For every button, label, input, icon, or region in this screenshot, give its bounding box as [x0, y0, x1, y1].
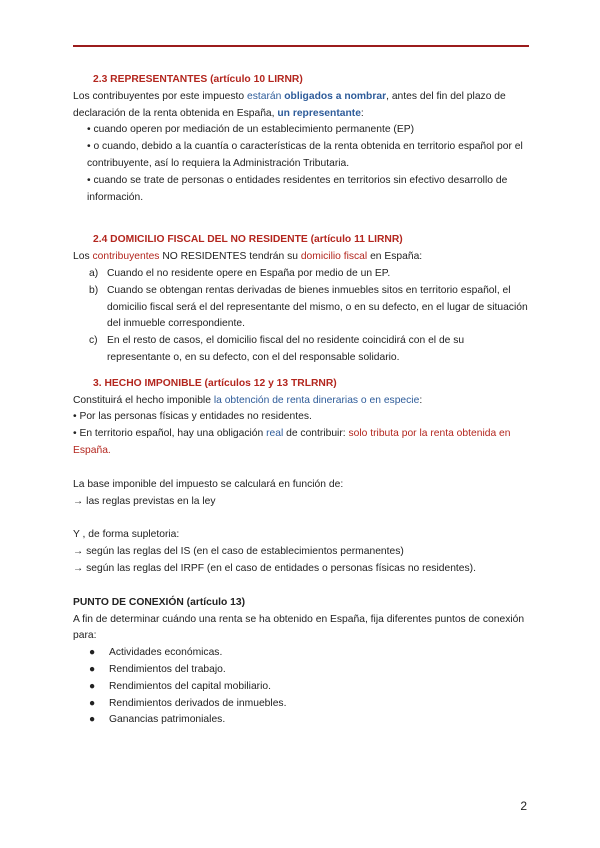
list-item: • cuando operen por mediación de un establecimiento permanente (EP) — [87, 124, 415, 136]
bullet-icon: ● — [89, 714, 96, 726]
list-item: ● Rendimientos derivados de inmuebles. — [89, 696, 529, 713]
document-page — [73, 72, 529, 729]
list-item: • o cuando, debido a la cuantía o características de la renta obtenida en territorio español por el contribuyente, así lo requiera la Administración Tributaria. — [87, 141, 523, 169]
base-rule: → las reglas previstas en la ley — [73, 495, 216, 507]
list-item: ● Ganancias patrimoniales. — [89, 712, 529, 729]
section-2-4-list — [73, 266, 529, 367]
bullet-icon: ● — [89, 697, 96, 709]
section-2-3-heading: 2.3 REPRESENTANTES (artículo 10 LIRNR) — [93, 74, 303, 85]
section-3-bullet-2: • En territorio español, hay una obligación real de contribuir: solo tributa por la renta obtenida en España. — [73, 428, 511, 456]
list-item: • cuando se trate de personas o entidades residentes en territorios sin efectivo desarrollo de información. — [87, 174, 508, 203]
list-item: a) Cuando el no residente opere en España por medio de un EP. — [89, 267, 391, 279]
header-rule — [73, 45, 529, 47]
section-2-4-paragraph: Los contribuyentes NO RESIDENTES tendrán su domicilio fiscal en España: — [73, 251, 423, 263]
section-3-bullet-1: • Por las personas físicas y entidades no residentes. — [73, 411, 312, 423]
supletoria-is: → según las reglas del IS (en el caso de establecimientos permanentes) — [73, 546, 404, 558]
bullet-icon: ● — [89, 647, 96, 659]
list-item: b) Cuando se obtengan rentas derivadas de bienes inmuebles sitos en territorio español, el domicilio fiscal será el del representante del mismo, o en su defecto, en el lugar de situación del inmueble correspondiente. — [89, 284, 528, 330]
section-2-3-bullets — [73, 122, 529, 206]
bullet-icon: ● — [89, 680, 96, 692]
conexion-list — [73, 645, 529, 729]
section-3-heading: 3. HECHO IMPONIBLE (artículos 12 y 13 TRLRNR) — [93, 377, 337, 389]
conexion-heading: PUNTO DE CONEXIÓN (artículo 13) — [73, 596, 246, 608]
page-number: 2 — [520, 799, 527, 813]
section-2-4-heading: 2.4 DOMICILIO FISCAL DEL NO RESIDENTE (artículo 11 LIRNR) — [93, 234, 403, 246]
supletoria-irpf: → según las reglas del IRPF (en el caso de entidades o personas físicas no residentes). — [73, 562, 476, 574]
list-item: ● Rendimientos del capital mobiliario. — [89, 679, 529, 696]
list-item: ● Actividades económicas. — [89, 645, 529, 662]
supletoria-intro: Y , de forma supletoria: — [73, 529, 180, 541]
conexion-intro: A fin de determinar cuándo una renta se ha obtenido en España, fija diferentes puntos de conexión para: — [73, 613, 525, 642]
bullet-icon: ● — [89, 663, 96, 675]
list-item: ● Rendimientos del trabajo. — [89, 662, 529, 679]
section-2-3-paragraph: Los contribuyentes por este impuesto estarán obligados a nombrar, antes del fin del plazo de declaración de la renta obtenida en España, un representante: — [73, 90, 506, 119]
section-3-paragraph: Constituirá el hecho imponible la obtención de renta dinerarias o en especie: — [73, 394, 423, 406]
base-intro: La base imponible del impuesto se calculará en función de: — [73, 478, 344, 490]
list-item: c) En el resto de casos, el domicilio fiscal del no residente coincidirá con el de su representante o, en su defecto, con el del responsable solidario. — [89, 335, 465, 363]
